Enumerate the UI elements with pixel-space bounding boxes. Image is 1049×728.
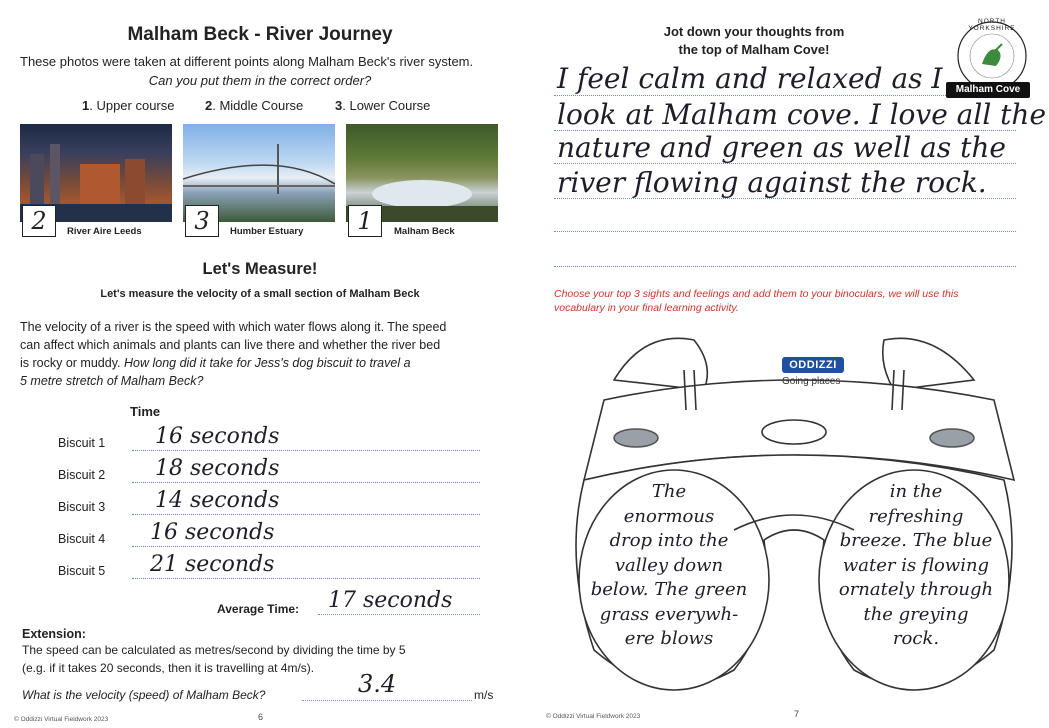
right-page [524, 0, 1049, 728]
extension-line-1: The speed can be calculated as metres/second by dividing the time by 5 [22, 643, 406, 657]
extension-line-2: (e.g. if it takes 20 seconds, then it is travelling at 4m/s). [22, 661, 315, 675]
left-lens-text: The enormous drop into the valley down below. The green grass everywh- ere blows [590, 481, 748, 649]
biscuit-time-1: 16 seconds [155, 424, 280, 449]
guide-line [554, 95, 946, 96]
instruction-line-1: Choose your top 3 sights and feelings and add them to your binoculars, we will use this [554, 288, 959, 300]
footer-right: © Oddizzi Virtual Fieldwork 2023 [546, 713, 641, 720]
thought-line-4: river flowing against the rock. [557, 166, 987, 199]
footer-left: © Oddizzi Virtual Fieldwork 2023 [14, 716, 109, 723]
thought-line-1: I feel calm and relaxed as I [557, 62, 943, 95]
heading-line-2: the top of Malham Cove! [678, 42, 830, 57]
guide-line [302, 700, 472, 701]
course-3: 3. Lower Course [335, 98, 431, 113]
biscuit-time-2: 18 seconds [155, 456, 280, 481]
guide-line [318, 614, 480, 615]
measure-subtitle: Let's measure the velocity of a small section of Malham Beck [100, 288, 420, 300]
thought-line-3: nature and green as well as the [557, 131, 1006, 164]
course-2: 2. Middle Course [205, 98, 304, 113]
velocity-unit: m/s [474, 688, 494, 702]
course-1: 1. Upper course [82, 98, 175, 113]
order-question: Can you put them in the correct order? [148, 73, 372, 88]
extension-title: Extension: [22, 627, 86, 641]
left-page [0, 0, 520, 728]
answer-box-2: 3 [185, 205, 219, 237]
caption-malham-beck: Malham Beck [394, 226, 455, 237]
guide-line [132, 482, 480, 483]
answer-box-1: 2 [22, 205, 56, 237]
measure-title: Let's Measure! [202, 260, 318, 278]
biscuit-label-1: Biscuit 1 [58, 436, 106, 450]
guide-line [554, 266, 1016, 267]
biscuit-time-5: 21 seconds [150, 552, 275, 577]
guide-line [132, 450, 480, 451]
guide-line [132, 546, 480, 547]
instruction-line-2: vocabulary in your final learning activity. [554, 302, 739, 314]
caption-river-aire: River Aire Leeds [67, 226, 142, 237]
heading-line-1: Jot down your thoughts from [663, 24, 845, 39]
biscuit-label-5: Biscuit 5 [58, 564, 106, 578]
answer-box-3: 1 [348, 205, 382, 237]
right-lens-text: in the refreshing breeze. The blue water is flowing ornately through the greying rock. [838, 481, 994, 649]
caption-humber: Humber Estuary [230, 226, 304, 237]
biscuit-label-4: Biscuit 4 [58, 532, 106, 546]
velocity-value: 3.4 [358, 670, 397, 698]
guide-line [554, 231, 1016, 232]
badge-label: Malham Cove [946, 82, 1030, 98]
guide-line [132, 514, 480, 515]
brand-logo: ODDIZZI [782, 357, 844, 373]
average-value: 17 seconds [328, 588, 453, 613]
velocity-paragraph: The velocity of a river is the speed with which water flows along it. The speed can affect which animals and plants can live there and whether the river bed is rocky or muddy. How long did it take for Jess's dog biscuit to travel a 5 metre stretch of Malham Beck? [20, 320, 447, 388]
velocity-question: What is the velocity (speed) of Malham Beck? [22, 688, 266, 702]
page-number-7: 7 [794, 709, 800, 719]
biscuit-time-3: 14 seconds [155, 488, 280, 513]
time-header: Time [130, 404, 161, 419]
page-title: Malham Beck - River Journey [127, 24, 393, 45]
intro-text: These photos were taken at different points along Malham Beck's river system. [20, 54, 474, 69]
biscuit-label-3: Biscuit 3 [58, 500, 106, 514]
average-label: Average Time: [217, 602, 300, 616]
page-number-6: 6 [258, 712, 264, 722]
badge-ring-text: NORTH YORKSHIRE [968, 18, 1016, 32]
biscuit-time-4: 16 seconds [150, 520, 275, 545]
thought-line-2: look at Malham cove. I love all the [557, 98, 1047, 131]
guide-line [132, 578, 480, 579]
biscuit-label-2: Biscuit 2 [58, 468, 106, 482]
brand-tagline: Going places [782, 376, 841, 387]
